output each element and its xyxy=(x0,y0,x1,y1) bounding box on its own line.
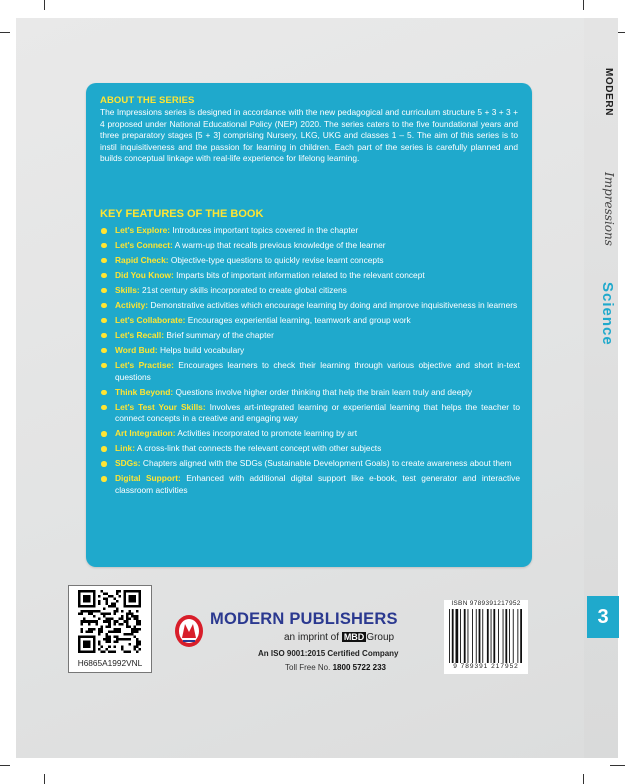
feature-name: Word Bud: xyxy=(115,344,158,355)
feature-name: Let's Collaborate: xyxy=(115,314,186,325)
feature-description: Imparts bits of important information related to the relevant concept xyxy=(173,269,425,280)
feature-name: Let's Connect: xyxy=(115,239,173,250)
feature-name: Rapid Check: xyxy=(115,254,169,265)
feature-name: Let's Practise: xyxy=(115,359,174,370)
feature-name: SDGs: xyxy=(115,458,141,469)
feature-description: Activities incorporated to promote learning by art xyxy=(175,428,358,439)
feature-item xyxy=(100,240,520,252)
bullet-icon xyxy=(101,390,107,396)
spine-series xyxy=(592,172,622,252)
publisher-name: MODERN PUBLISHERS xyxy=(210,610,398,628)
crop-mark xyxy=(0,32,10,33)
crop-mark xyxy=(44,0,45,10)
publisher-imprint xyxy=(284,632,394,643)
feature-description: Enhanced with additional digital support like e-book, test generator and interactive classroom activities xyxy=(115,473,520,496)
feature-item xyxy=(100,225,520,237)
feature-name: Let's Test Your Skills: xyxy=(115,401,206,412)
feature-description: Encourages experiential learning, teamwork and group work xyxy=(185,314,411,325)
spine-brand-text: MODERN xyxy=(603,68,614,117)
bullet-icon xyxy=(101,333,107,339)
feature-name: Did You Know: xyxy=(115,269,174,280)
imprint-suffix: Group xyxy=(366,632,395,643)
spine-brand xyxy=(592,68,622,138)
grade-badge: 3 xyxy=(587,596,619,638)
key-features-heading: KEY FEATURES OF THE BOOK xyxy=(100,208,264,220)
feature-name: Activity: xyxy=(115,299,149,310)
feature-description: Encourages learners to check their learning through various objective and short in-text questions xyxy=(115,359,520,382)
bullet-icon xyxy=(101,273,107,279)
feature-item xyxy=(100,285,520,297)
feature-name: Let's Recall: xyxy=(115,329,165,340)
feature-item xyxy=(100,345,520,357)
crop-mark xyxy=(583,774,584,784)
feature-name: Skills: xyxy=(115,284,140,295)
feature-name: Let's Explore: xyxy=(115,225,171,235)
toll-free-number: 1800 5722 233 xyxy=(332,663,386,672)
feature-item xyxy=(100,428,520,440)
feature-description: A cross-link that connects the relevant concept with other subjects xyxy=(135,443,382,454)
feature-name: Think Beyond: xyxy=(115,386,174,397)
feature-description: Brief summary of the chapter xyxy=(164,329,274,340)
bullet-icon xyxy=(101,405,107,411)
toll-free-label: Toll Free No. xyxy=(285,663,331,672)
spine-subject xyxy=(590,282,620,372)
feature-item xyxy=(100,360,520,384)
feature-description: Objective-type questions to quickly revise learnt concepts xyxy=(168,254,384,265)
feature-item xyxy=(100,458,520,470)
isbn-label: ISBN 9789391217952 xyxy=(451,600,521,607)
feature-item xyxy=(100,330,520,342)
toll-free xyxy=(285,663,386,672)
feature-description: Questions involve higher order thinking that help the brain learn truly and deeply xyxy=(173,386,473,397)
bullet-icon xyxy=(101,348,107,354)
barcode-icon xyxy=(448,609,524,663)
bullet-icon xyxy=(101,288,107,294)
about-body: The Impressions series is designed in accordance with the new pedagogical and curriculum structure 5 + 3 + 3 + 4 proposed under National Educational Policy (NEP) 2020. The series caters to the five foundational years and three preparatory stages [5 + 3] comprising Nursery, LKG, UKG and classes 1 – 5. The aim of this series is to instil inquisitiveness and the passion for learning in children. Each part of the series is carefully planned and builds conceptual linkage with real-life experience for lifelong learning. xyxy=(100,107,518,164)
spine-subject-text: Science xyxy=(599,282,616,346)
isbn-digits: 9 789391 217952 xyxy=(453,663,519,670)
bullet-icon xyxy=(101,363,107,369)
feature-description: Helps build vocabulary xyxy=(157,344,245,355)
qr-code xyxy=(78,590,141,653)
mbd-brand-logo: MBD xyxy=(343,632,365,642)
bullet-icon xyxy=(101,461,107,467)
bullet-icon xyxy=(101,228,107,234)
bullet-icon xyxy=(101,243,107,249)
feature-name: Link: xyxy=(115,443,136,454)
crop-mark xyxy=(583,0,584,10)
imprint-prefix: an imprint of xyxy=(284,632,340,643)
iso-certification: An ISO 9001:2015 Certified Company xyxy=(258,649,399,658)
bullet-icon xyxy=(101,303,107,309)
feature-description: Chapters aligned with the SDGs (Sustainable Development Goals) to create awareness about them xyxy=(140,458,512,469)
info-panel xyxy=(86,83,532,567)
feature-item xyxy=(100,443,520,455)
feature-description: A warm-up that recalls previous knowledge of the learner xyxy=(172,239,386,250)
feature-item xyxy=(100,473,520,497)
bullet-icon xyxy=(101,258,107,264)
feature-description: Involves art-integrated learning or experiential learning that helps the teacher to connect concepts in a creative and engaging way xyxy=(115,401,520,424)
feature-name: Art Integration: xyxy=(115,428,176,439)
bullet-icon xyxy=(101,476,107,482)
feature-description: 21st century skills incorporated to create global citizens xyxy=(139,284,347,295)
publisher-logo-icon xyxy=(174,614,204,648)
feature-item xyxy=(100,300,520,312)
feature-item xyxy=(100,255,520,267)
feature-description: Demonstrative activities which encourage learning by doing and improve inquisitiveness in learners xyxy=(148,299,518,310)
feature-item xyxy=(100,315,520,327)
crop-mark xyxy=(610,765,625,766)
crop-mark xyxy=(44,774,45,784)
bullet-icon xyxy=(101,318,107,324)
feature-name: Digital Support: xyxy=(115,473,181,484)
features-list xyxy=(100,225,520,500)
spine-series-text: Impressions xyxy=(602,172,616,246)
bullet-icon xyxy=(101,446,107,452)
feature-item xyxy=(100,402,520,426)
about-heading: ABOUT THE SERIES xyxy=(100,95,195,106)
isbn-barcode xyxy=(444,600,528,674)
qr-code-text: H6865A1992VNL xyxy=(77,658,143,668)
crop-mark xyxy=(0,765,10,766)
bullet-icon xyxy=(101,431,107,437)
feature-item xyxy=(100,387,520,399)
qr-code-box xyxy=(68,585,152,673)
feature-description: Introduces important topics covered in the chapter xyxy=(170,225,359,235)
feature-item xyxy=(100,270,520,282)
